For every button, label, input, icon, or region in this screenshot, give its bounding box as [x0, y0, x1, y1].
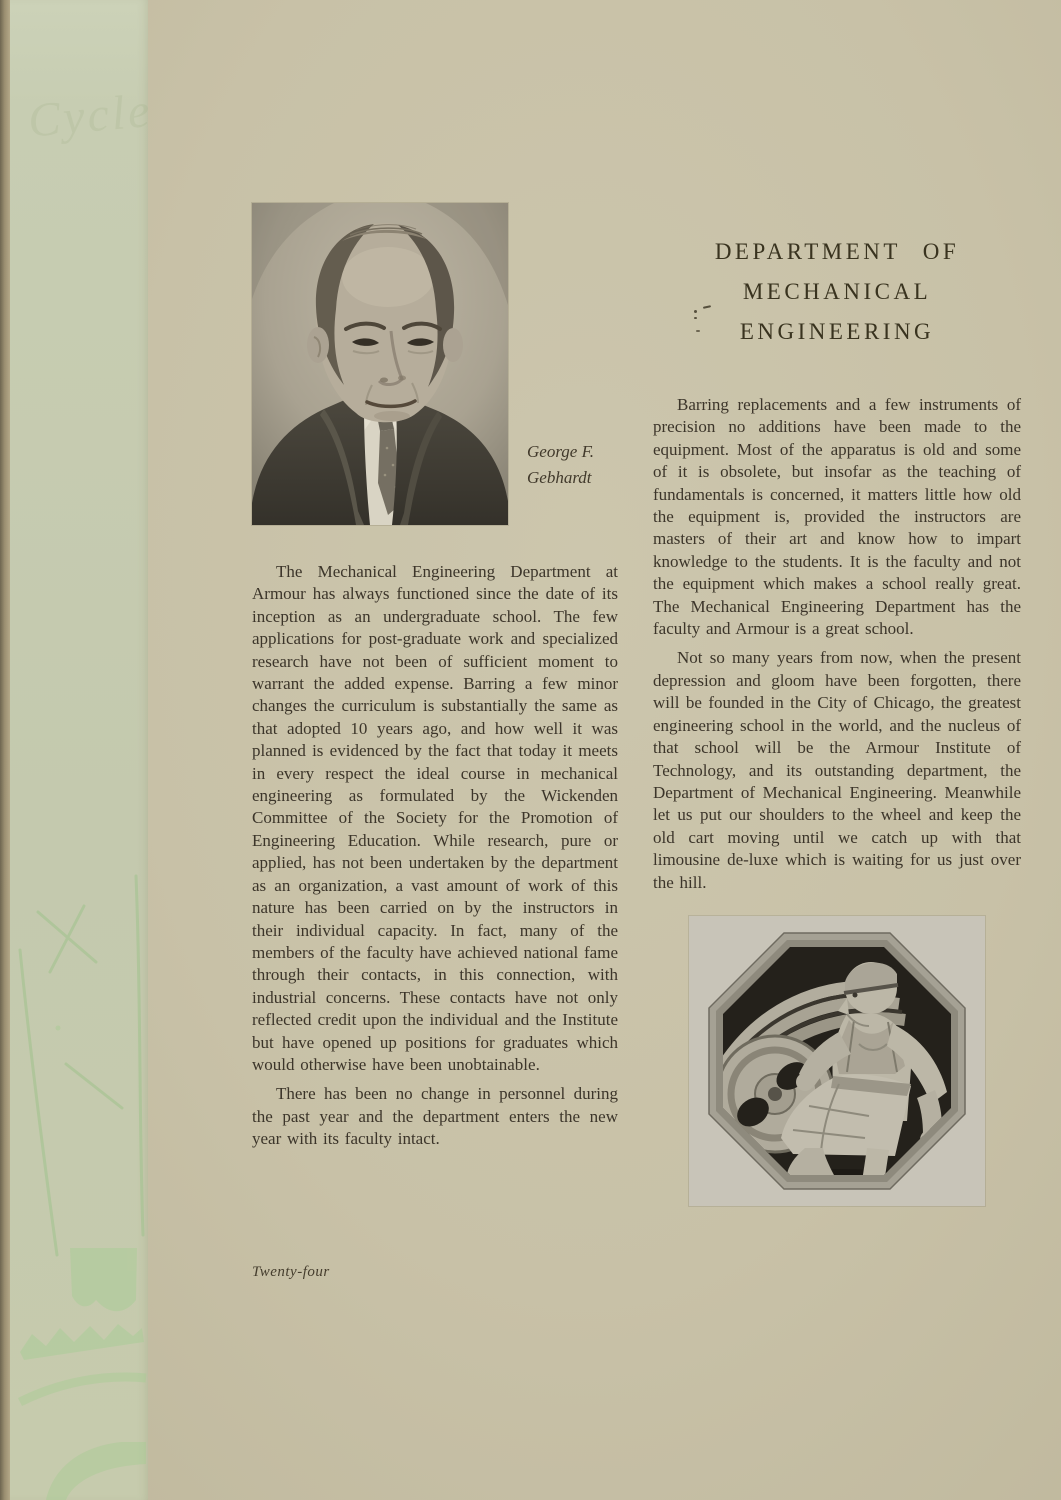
octagon-relief-artwork — [689, 916, 985, 1206]
left-column — [252, 203, 618, 1158]
caption-name-line1: George F. — [527, 442, 595, 461]
right-column — [653, 232, 1021, 1206]
paragraph: Barring replacements and a few instruments of precision no additions have been made to the equipment. Most of the apparatus is old and some of it is obsolete, but insofar as the teaching of fundamentals is concerned, it matters little how old the equipment is, provided the instructors are masters of their art and know how to impart knowledge to the students. It is the faculty and not the equipment which makes a school really great. The Mechanical Engineering Department has the faculty and Armour is a great school. — [653, 395, 1021, 639]
paragraph: Not so many years from now, when the present depression and gloom have been forgotten, there will be founded in the City of Chicago, the greatest engineering school in the world, and the nucleus of that school will be the Armour Institute of Technology, and its outstanding department, the Department of Mechanical Engineering. Meanwhile let us put our shoulders to the wheel and keep the old cart moving until we catch up with that limousine de-luxe which is waiting for us just over the hill. — [653, 648, 1021, 892]
page-title — [653, 232, 1021, 352]
page-number: Twenty-four — [252, 1264, 330, 1280]
portrait-caption — [527, 439, 617, 491]
green-pencil-doodles — [0, 0, 160, 1500]
paragraph: There has been no change in personnel during the past year and the department enters the new year with its faculty intact. — [252, 1084, 618, 1149]
title-line1: DEPARTMENT OF — [714, 239, 960, 264]
caption-name-line2: Gebhardt — [527, 468, 592, 487]
title-line2: MECHANICAL ENGINEERING — [739, 279, 935, 344]
bleed-through-ghost-text: Cycle — [25, 83, 155, 148]
doodle-corner-shapes — [20, 1026, 146, 1500]
right-column-text — [653, 394, 1021, 894]
portrait-photo-george-gebhardt — [252, 203, 508, 525]
paragraph: The Mechanical Engineering Department at Armour has always functioned since the date of its inception as an undergraduate school. The few applications for post-graduate work and specialized research have not been of sufficient moment to warrant the added expense. Barring a few minor changes the curriculum is substantially the same as that adopted 10 years ago, and how well it was planned is evidenced by the fact that today it meets in every respect the ideal course in mechanical engineering as formulated by the Wickenden Committee of the Society for the Promotion of Engineering Education. While research, pure or applied, has not been undertaken by the department as an organization, a vast amount of work of this nature has been carried on by the instructors in their individual capacity. In fact, many of the members of the faculty have achieved national fame through their contacts, in this connection, with industrial concerns. These contacts have not only reflected credit upon the individual and the Institute but have opened up positions for graduates which would otherwise have been unobtainable. — [252, 562, 618, 1074]
left-column-text — [252, 561, 618, 1151]
